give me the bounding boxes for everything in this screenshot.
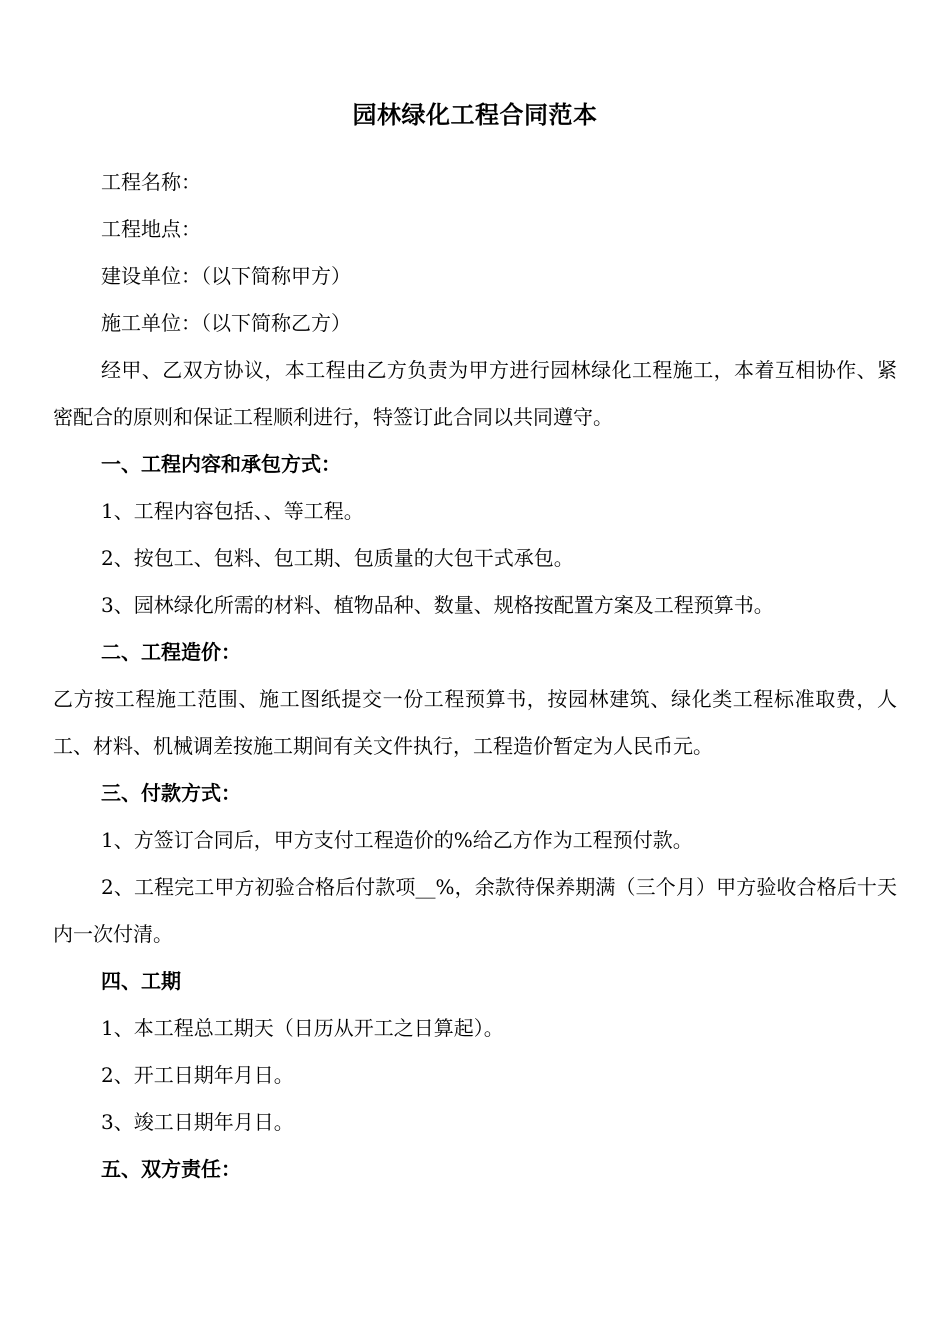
section2-text: 乙方按工程施工范围、施工图纸提交一份工程预算书，按园林建筑、绿化类工程标准取费，人工、材料、机械调差按施工期间有关文件执行，工程造价暂定为人民币元。 <box>53 687 897 758</box>
section4-item: 1、本工程总工期天（日历从开工之日算起）。 <box>101 1016 504 1040</box>
project-name-field: 工程名称： <box>101 170 201 194</box>
section4-heading: 四、工期 <box>101 969 181 993</box>
section3-item: 2、工程完工甲方初验合格后付款项__%，余款待保养期满（三个月）甲方验收合格后十天内一次付清。 <box>53 875 897 946</box>
document-title: 园林绿化工程合同范本 <box>352 101 598 129</box>
section3-item: 1、方签订合同后，甲方支付工程造价的%给乙方作为工程预付款。 <box>101 828 693 852</box>
section2-heading: 二、工程造价： <box>101 640 241 664</box>
section1-item: 3、园林绿化所需的材料、植物品种、数量、规格按配置方案及工程预算书。 <box>101 593 774 617</box>
intro-paragraph: 经甲、乙双方协议，本工程由乙方负责为甲方进行园林绿化工程施工，本着互相协作、紧密配合的原则和保证工程顺利进行，特签订此合同以共同遵守。 <box>53 358 897 429</box>
section3-heading: 三、付款方式： <box>101 781 241 805</box>
client-field: 建设单位：（以下简称甲方） <box>101 264 351 288</box>
section1-item: 1、工程内容包括、、等工程。 <box>101 499 364 523</box>
section4-item: 2、开工日期年月日。 <box>101 1063 294 1087</box>
section5-heading: 五、双方责任： <box>101 1157 241 1181</box>
project-location-field: 工程地点： <box>101 217 201 241</box>
contractor-field: 施工单位：（以下简称乙方） <box>101 311 351 335</box>
section1-item: 2、按包工、包料、包工期、包质量的大包干式承包。 <box>101 546 574 570</box>
section1-heading: 一、工程内容和承包方式： <box>101 452 341 476</box>
section4-item: 3、竣工日期年月日。 <box>101 1110 294 1134</box>
